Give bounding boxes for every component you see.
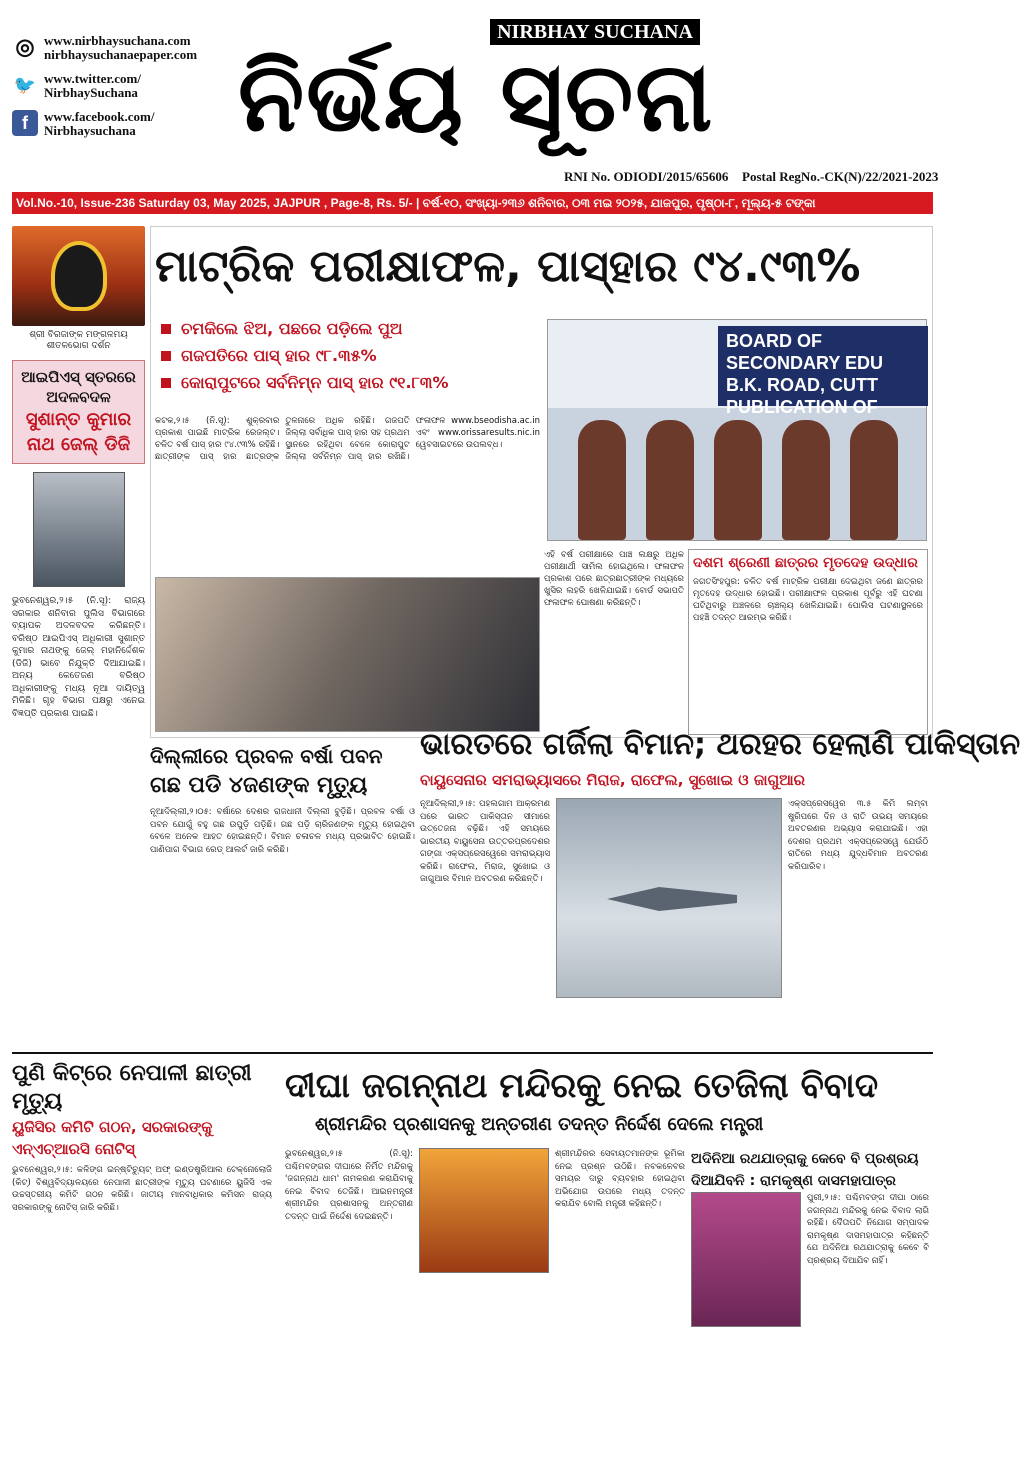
digha-headline[interactable]: ଦୀଘା ଜଗନ୍ନାଥ ମନ୍ଦିରକୁ ନେଇ ତେଜିଲା ବିବାଦ bbox=[285, 1066, 879, 1106]
deity-caption: ଶ୍ରୀ ବିରଜାଙ୍କ ମଙ୍ଗଳମୟ ଶୀତଳଭୋଗ ଦର୍ଶନ bbox=[29, 330, 128, 351]
nepal-body: ଭୁବନେଶ୍ୱର,୨।୫: କଳିଙ୍ଗ ଇନ୍‌ଷ୍ଟିଚ୍ୟୁଟ୍ ଅଫ୍ ଇଣ୍ଡଷ୍ଟ୍ରିଆଲ ଟେକ୍ନୋଲୋଜି (କିଟ୍) ବିଶ୍ୱବିଦ୍ୟାଳୟରେ ନେପାଳୀ ଛାତ୍ରୀଙ୍କ ମୃତ୍ୟୁ ଘଟଣାରେ ୟୁଜିସି ଏକ ଉଚ୍ଚସ୍ତରୀୟ କମିଟି ଗଠନ କରିଛି। ଜାତୀୟ ମାନବାଧିକାର କମିସନ ରାଜ୍ୟ ସରକାରଙ୍କୁ ନୋଟିସ୍ ଜାରି କରିଛି। bbox=[12, 1165, 272, 1213]
iaf-body-right: ଏକ୍ସପ୍ରେସୱେର ୩.୫ କିମି ଲମ୍ବା ଷ୍ଟ୍ରିପରେ ଦିନ ଓ ରାତି ଉଭୟ ସମୟରେ ଅବତରଣର ଅଭ୍ୟାସ କରାଯାଇଛି। ଏହା ଦେଶର ପ୍ରଥମ ଏକ୍ସପ୍ରେସୱେ ଯେଉଁଠି ରାତିରେ ମଧ୍ୟ ଯୁଦ୍ଧବିମାନ ଅବତରଣ କରିପାରିବ। bbox=[788, 799, 928, 872]
twitter-handle[interactable]: NirbhaySuchana bbox=[44, 85, 138, 100]
nepal-subheadline: ୟୁଜିସିର କମିଟି ଗଠନ, ସରକାରଙ୍କୁ ଏନ୍‌ଏଚ୍‌ଆରସି ନୋଟିସ୍ bbox=[12, 1118, 213, 1158]
facebook-contact[interactable] bbox=[12, 110, 242, 138]
bse-banner: BOARD OF SECONDARY EDU B.K. ROAD, CUTT PUBLICATION OF bbox=[718, 326, 928, 406]
masthead bbox=[0, 0, 945, 165]
digha-body-1: ଭୁବନେଶ୍ୱର,୨।୫ (ନି.ସୂ): ପଶ୍ଚିମବଙ୍ଗର ଦୀଘାରେ ନିର୍ମିତ ମନ୍ଦିରକୁ 'ଜଗନ୍ନାଥ ଧାମ' ନାମକରଣ କରାଯିବାକୁ ନେଇ ବିବାଦ ତେଜିଛି। ଆଇନମନ୍ତ୍ରୀ ଶ୍ରୀମନ୍ଦିର ପ୍ରଶାସନକୁ ଅନ୍ତରୀଣ ତଦନ୍ତ ପାଇଁ ନିର୍ଦ୍ଦେଶ ଦେଇଛନ୍ତି। bbox=[285, 1149, 413, 1222]
ips-reshuffle-headline bbox=[12, 360, 145, 464]
epaper-link[interactable]: nirbhaysuchanaepaper.com bbox=[44, 47, 198, 62]
nepal-story bbox=[12, 1060, 272, 1450]
bse-press-photo bbox=[547, 319, 927, 541]
digha-subheadline: ଶ୍ରୀମନ୍ଦିର ପ୍ରଶାସନକୁ ଅନ୍ତରୀଣ ତଦନ୍ତ ନିର୍ଦ୍ଦେଶ ଦେଲେ ମନ୍ତ୍ରୀ bbox=[315, 1114, 764, 1135]
box-headline[interactable]: ଦଶମ ଶ୍ରେଣୀ ଛାତ୍ରର ମୃତଦେହ ଉଦ୍ଧାର bbox=[693, 555, 918, 571]
lead-bullet: ଚମକିଲେ ଝିଅ, ପଛରେ ପଡ଼ିଲେ ପୁଅ bbox=[161, 315, 541, 342]
lead-bullet: କୋରାପୁଟରେ ସର୍ବନିମ୍ନ ପାସ୍ ହାର ୯୧.୮୩% bbox=[161, 369, 541, 396]
student-death-box bbox=[688, 549, 928, 735]
lead-bullet: ଗଜପତିରେ ପାସ୍ ହାର ୯୮.୩୫% bbox=[161, 342, 541, 369]
lead-story bbox=[150, 226, 933, 738]
brand-english: NIRBHAY SUCHANA bbox=[490, 19, 700, 45]
facebook-handle[interactable]: Nirbhaysuchana bbox=[44, 123, 136, 138]
delhi-body: ନୂଆଦିଲ୍ଲୀ,୨।୦୫: ବର୍ଷାରେ ଦେଶର ରାଜଧାନୀ ଦିଲ୍ଲୀ ବୁଡ଼ିଛି। ପ୍ରବଳ ବର୍ଷା ଓ ପବନ ଯୋଗୁଁ ବହୁ ଗଛ ଉପୁଡ଼ି ପଡ଼ିଛି। ଗଛ ପଡ଼ି ଚାରିଜଣଙ୍କ ମୃତ୍ୟୁ ହୋଇଥିବା ବେଳେ ଅନେକ ଆହତ ହୋଇଛନ୍ତି। ବିମାନ ଚଳାଚଳ ମଧ୍ୟ ପ୍ରଭାବିତ ହୋଇଛି। ପାଣିପାଗ ବିଭାଗ ରେଡ୍ ଆଲର୍ଟ ଜାରି କରିଛି। bbox=[150, 807, 415, 855]
iaf-story bbox=[420, 722, 1020, 1047]
deity-photo bbox=[12, 226, 145, 326]
section-divider bbox=[12, 1052, 933, 1054]
side-head-line1: ଆଇପିଏସ୍ ସ୍ତରରେ bbox=[21, 368, 136, 386]
lead-headline[interactable]: ମାଟ୍ରିକ ପରୀକ୍ଷାଫଳ, ପାସ୍‌ହାର ୯୪.୯୩% bbox=[155, 241, 861, 292]
lead-body-continued: ଏହି ବର୍ଷ ପରୀକ୍ଷାରେ ପାଞ୍ଚ ଲକ୍ଷରୁ ଅଧିକ ପରୀକ୍ଷାର୍ଥୀ ସାମିଲ ହୋଇଥିଲେ। ଫଳାଫଳ ପ୍ରକାଶ ପରେ ଛାତ୍ରଛାତ୍ରୀଙ୍କ ମଧ୍ୟରେ ଖୁସିର ଲହରି ଖେଳିଯାଇଛି। ବୋର୍ଡ ସଭାପତି ଫଳାଫଳ ଘୋଷଣା କରିଛନ୍ତି। bbox=[544, 550, 684, 608]
officer-photo bbox=[33, 472, 125, 587]
digha-body-2: ଶ୍ରୀମନ୍ଦିରର ସେବାୟତମାନଙ୍କ ଭୂମିକା ନେଇ ପ୍ରଶ୍ନ ଉଠିଛି। ନବକଳେବର ସମୟର ଦାରୁ ବ୍ୟବହାର ହୋଇଥିବା ଅଭିଯୋଗ ଉପରେ ମଧ୍ୟ ତଦନ୍ତ କରାଯିବ ବୋଲି ମନ୍ତ୍ରୀ କହିଛନ୍ତି। bbox=[555, 1149, 685, 1209]
twitter-contact[interactable] bbox=[12, 72, 242, 100]
ratha-headline[interactable]: ଅଦିନିଆ ରଥଯାତ୍ରାକୁ କେବେ ବି ପ୍ରଶ୍ରୟ ଦିଆଯିବନି : ରାମକୃଷ୍ଣ ଦାସମହାପାତ୍ର bbox=[691, 1151, 919, 1189]
ratha-body: ପୁରୀ,୨।୫: ପଶ୍ଚିମବଙ୍ଗ ଦୀଘା ଠାରେ ଜଗନ୍ନାଥ ମନ୍ଦିରକୁ ନେଇ ବିବାଦ ଲାଗି ରହିଛି। ଦୈତାପତି ନିଯୋଗ ସମ୍ପାଦକ ରାମକୃଷ୍ଣ ଦାସମହାପାତ୍ର କହିଛନ୍ତି ଯେ ଅଦିନିଆ ରଥଯାତ୍ରାକୁ କେବେ ବି ପ୍ରଶ୍ରୟ ଦିଆଯିବ ନାହିଁ। bbox=[807, 1193, 929, 1266]
left-sidebar bbox=[12, 226, 145, 1046]
iaf-headline[interactable]: ଭାରତରେ ଗର୍ଜିଲା ବିମାନ; ଥରହର ହେଲାଣି ପାକିସ୍ତାନ bbox=[420, 727, 1020, 762]
side-head-line2: ଅଦଳବଦଳ bbox=[46, 388, 111, 406]
contact-block bbox=[12, 34, 242, 148]
delhi-headline-2[interactable]: ଗଛ ପଡି ୪ଜଣଙ୍କ ମୃତ୍ୟୁ bbox=[150, 773, 368, 798]
rni-number: RNI No. ODIODI/2015/65606 bbox=[564, 169, 729, 184]
delhi-headline-1[interactable]: ଦିଲ୍ଲୀରେ ପ୍ରବଳ ବର୍ଷା ପବନ bbox=[150, 744, 383, 768]
facebook-url[interactable]: www.facebook.com/ bbox=[44, 109, 155, 124]
nepal-headline[interactable]: ପୁଣି କିଟ୍‌ରେ ନେପାଳୀ ଛାତ୍ରୀ ମୃତ୍ୟୁ bbox=[12, 1061, 252, 1114]
twitter-url[interactable]: www.twitter.com/ bbox=[44, 71, 141, 86]
globe-icon: ◎ bbox=[12, 34, 38, 60]
iaf-subheadline: ବାୟୁସେନାର ସମରାଭ୍ୟାସରେ ମିରାଜ, ରାଫେଲ, ସୁଖୋଇ ଓ ଜାଗୁଆର bbox=[420, 771, 806, 789]
students-photo bbox=[155, 577, 540, 732]
postal-reg: Postal RegNo.-CK(N)/22/2021-2023 bbox=[742, 169, 939, 184]
saint-photo bbox=[691, 1192, 801, 1327]
issue-bar: Vol.No.-10, Issue-236 Saturday 03, May 2025, JAJPUR , Page-8, Rs. 5/- | ବର୍ଷ-୧୦, ସଂଖ୍ୟା-୨୩୬ ଶନିବାର, ୦୩ ମଇ ୨୦୨୫, ଯାଜପୁର, ପୃଷ୍ଠା-୮, ମୂଲ୍ୟ-୫ ଟଙ୍କା bbox=[12, 192, 933, 214]
fighter-jet-photo bbox=[556, 798, 782, 998]
brand-odia-logo: ନିର୍ଭୟ ସୂଚନା bbox=[238, 41, 715, 153]
website-contact[interactable] bbox=[12, 34, 242, 62]
website-link[interactable]: www.nirbhaysuchana.com bbox=[44, 33, 191, 48]
iaf-body-left: ନୂଆଦିଲ୍ଲୀ,୨।୫: ପହଲଗାମ ଆକ୍ରମଣ ପରେ ଭାରତ ପାକିସ୍ତାନ ସୀମାରେ ଉତ୍ତେଜନା ବଢ଼ିଛି। ଏହି ସମୟରେ ଭାରତୀୟ ବାୟୁସେନା ଉତ୍ତରପ୍ରଦେଶର ଗଙ୍ଗା ଏକ୍ସପ୍ରେସୱେରେ ସମରାଭ୍ୟାସ କରିଛି। ରାଫେଲ, ମିରାଜ, ସୁଖୋଇ ଓ ଜାଗୁଆର ବିମାନ ଅବତରଣ କରିଛନ୍ତି। bbox=[420, 799, 550, 884]
delhi-story bbox=[150, 742, 415, 1047]
side-head-name: ସୁଶାନ୍ତ କୁମାର ନାଥ ଜେଲ୍ ଡିଜି bbox=[25, 409, 132, 455]
box-body: ଜଗତସିଂହପୁର: ଚଳିତ ବର୍ଷ ମାଟ୍ରିକ ପରୀକ୍ଷା ଦେଇଥିବା ଜଣେ ଛାତ୍ରର ମୃତଦେହ ଉଦ୍ଧାର ହୋଇଛି। ପରୀକ୍ଷାଫଳ ପ୍ରକାଶ ପୂର୍ବରୁ ଏହି ଘଟଣା ଘଟିଥିବାରୁ ଅଞ୍ଚଳରେ ଚାଞ୍ଚଲ୍ୟ ଖେଳିଯାଇଛି। ପୋଲିସ ଘଟଣାସ୍ଥଳରେ ପହଞ୍ଚି ତଦନ୍ତ ଆରମ୍ଭ କରିଛି। bbox=[693, 577, 923, 623]
lead-body: କଟକ,୨।୫ (ନି.ସୂ): ଶୁକ୍ରବାର ପ୍ରକାଶ ପାଇଛି ମାଟ୍ରିକ ରେଜଲ୍ଟ। ଚଳିତ ବର୍ଷ ପାସ୍ ହାର ୯୪.୯୩% ରହିଛି। ଛାତ୍ରୀଙ୍କ ପାସ୍ ହାର ଛାତ୍ରଙ୍କ ତୁଳନାରେ ଅଧିକ ରହିଛି। ଗଜପତି ଜିଲ୍ଲା ସର୍ବାଧିକ ପାସ୍ ହାର ସହ ପ୍ରଥମ ସ୍ଥାନରେ ରହିଥିବା ବେଳେ କୋରାପୁଟ ଜିଲ୍ଲା ସର୍ବନିମ୍ନ ପାସ୍ ହାର ରଖିଛି। ଫଳାଫଳ www.bseodisha.ac.in ଏବଂ www.orissaresults.nic.in ୱେବସାଇଟରେ ଉପଲବ୍ଧ। bbox=[155, 416, 540, 462]
side-article-body: ଭୁବନେଶ୍ୱର,୨।୫ (ନି.ସୂ): ରାଜ୍ୟ ସରକାର ଶନିବାର ପୁଲିସ ବିଭାଗରେ ବ୍ୟାପକ ଅଦଳବଦଳ କରିଛନ୍ତି। ବରିଷ୍ଠ ଆଇପିଏସ୍ ଅଧିକାରୀ ସୁଶାନ୍ତ କୁମାର ନାଥଙ୍କୁ ଜେଲ୍ ମହାନିର୍ଦ୍ଦେଶକ (ଡିଜି) ଭାବେ ନିଯୁକ୍ତି ଦିଆଯାଇଛି। ଅନ୍ୟ କେତେଜଣ ବରିଷ୍ଠ ଅଧିକାରୀଙ୍କୁ ମଧ୍ୟ ନୂଆ ଦାୟିତ୍ୱ ମିଳିଛି। ଗୃହ ବିଭାଗ ପକ୍ଷରୁ ଏନେଇ ବିଜ୍ଞପ୍ତି ପ୍ରକାଶ ପାଇଛି। bbox=[12, 596, 145, 719]
facebook-icon: f bbox=[12, 110, 38, 136]
lead-bullets bbox=[161, 315, 541, 396]
minister-photo bbox=[419, 1148, 549, 1273]
digha-story bbox=[285, 1062, 933, 1452]
twitter-icon: 🐦 bbox=[12, 72, 38, 98]
